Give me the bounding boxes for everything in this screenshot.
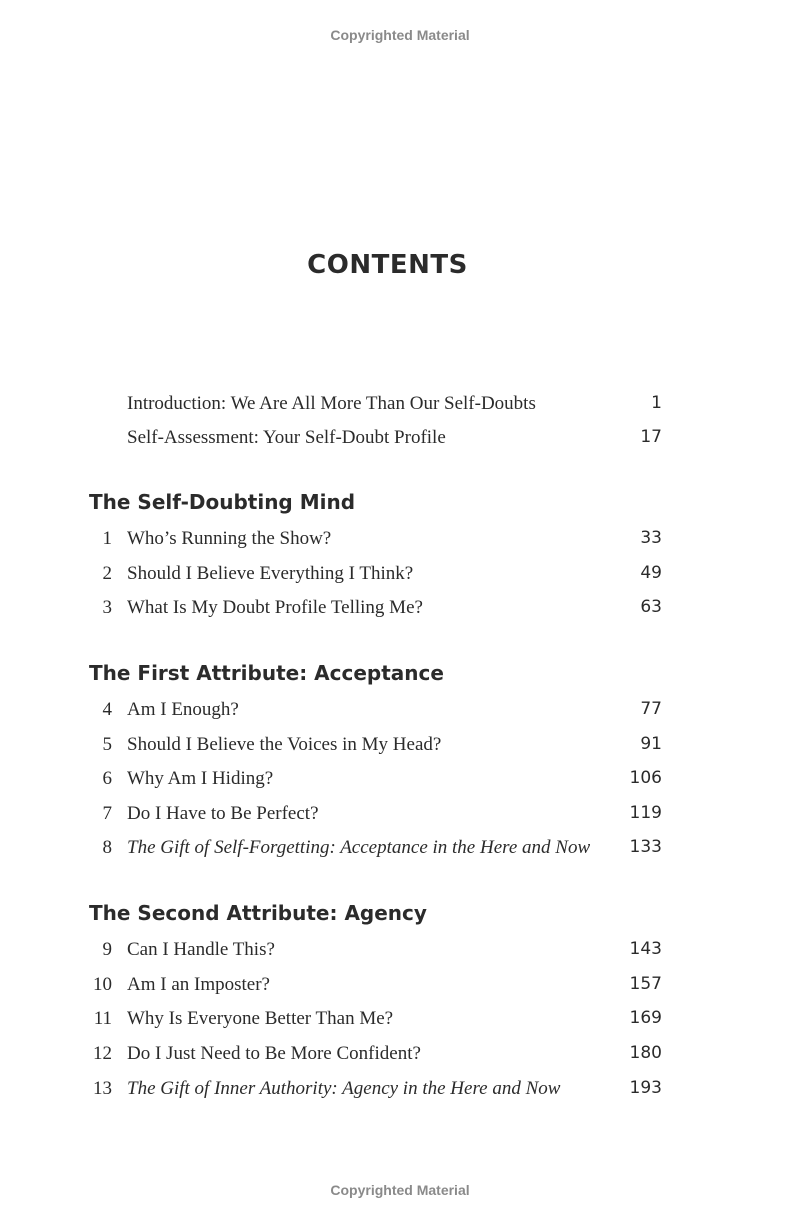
chapter-number: 6	[102, 768, 112, 789]
toc-entry-title: Self-Assessment: Your Self-Doubt Profile	[127, 427, 446, 448]
toc-chapter-entry	[88, 730, 662, 760]
chapter-number: 9	[102, 939, 112, 960]
chapter-page: 63	[640, 597, 662, 617]
section-heading: The Second Attribute: Agency	[89, 901, 427, 925]
section-heading: The Self-Doubting Mind	[89, 490, 356, 514]
chapter-title: What Is My Doubt Profile Telling Me?	[127, 597, 423, 618]
chapter-page: 119	[629, 803, 662, 823]
toc-chapter-entry	[88, 559, 662, 589]
section-heading: The First Attribute: Acceptance	[89, 661, 444, 685]
chapter-title: The Gift of Inner Authority: Agency in the Here and Now	[127, 1078, 561, 1099]
toc-chapter-entry	[88, 593, 662, 623]
chapter-number: 5	[102, 734, 112, 755]
chapter-page: 169	[629, 1008, 662, 1028]
chapter-page: 91	[640, 734, 662, 754]
chapter-page: 143	[629, 939, 662, 959]
toc-chapter-entry	[88, 524, 662, 554]
chapter-page: 193	[629, 1078, 662, 1098]
toc-chapter-entry	[88, 1039, 662, 1069]
toc-entry-self-assessment	[88, 423, 662, 453]
chapter-number: 12	[93, 1043, 112, 1064]
chapter-page: 180	[629, 1043, 662, 1063]
chapter-number: 7	[102, 803, 112, 824]
toc-entry-title: Introduction: We Are All More Than Our Self-Doubts	[127, 393, 536, 414]
chapter-number: 1	[102, 528, 112, 549]
copyright-header: Copyrighted Material	[330, 27, 470, 43]
toc-chapter-entry	[88, 935, 662, 965]
chapter-number: 8	[102, 837, 112, 858]
chapter-number: 10	[93, 974, 112, 995]
page-title: CONTENTS	[307, 250, 468, 280]
chapter-title: Do I Have to Be Perfect?	[127, 803, 319, 824]
toc-chapter-entry	[88, 1004, 662, 1034]
chapter-page: 157	[629, 974, 662, 994]
toc-entry-page: 1	[651, 393, 662, 413]
toc-entry-introduction	[88, 389, 662, 419]
copyright-footer: Copyrighted Material	[330, 1182, 470, 1198]
chapter-number: 4	[102, 699, 112, 720]
chapter-number: 2	[102, 563, 112, 584]
toc-chapter-entry	[88, 833, 662, 863]
toc-chapter-entry	[88, 1074, 662, 1104]
chapter-number: 13	[93, 1078, 112, 1099]
chapter-title: Am I Enough?	[127, 699, 239, 720]
chapter-page: 49	[640, 563, 662, 583]
chapter-title: Who’s Running the Show?	[127, 528, 332, 549]
chapter-page: 133	[629, 837, 662, 857]
toc-chapter-entry	[88, 799, 662, 829]
chapter-title: Should I Believe Everything I Think?	[127, 563, 414, 584]
chapter-title: Why Is Everyone Better Than Me?	[127, 1008, 394, 1029]
toc-entry-page: 17	[640, 427, 662, 447]
toc-chapter-entry	[88, 695, 662, 725]
toc-chapter-entry	[88, 970, 662, 1000]
chapter-title: Do I Just Need to Be More Confident?	[127, 1043, 421, 1064]
chapter-title: Should I Believe the Voices in My Head?	[127, 734, 442, 755]
chapter-page: 77	[640, 699, 662, 719]
chapter-number: 11	[93, 1008, 112, 1029]
chapter-title: The Gift of Self-Forgetting: Acceptance in the Here and Now	[127, 837, 591, 858]
toc-chapter-entry	[88, 764, 662, 794]
chapter-title: Can I Handle This?	[127, 939, 275, 960]
chapter-title: Why Am I Hiding?	[127, 768, 274, 789]
chapter-page: 106	[629, 768, 662, 788]
chapter-page: 33	[640, 528, 662, 548]
chapter-title: Am I an Imposter?	[127, 974, 270, 995]
chapter-number: 3	[102, 597, 112, 618]
